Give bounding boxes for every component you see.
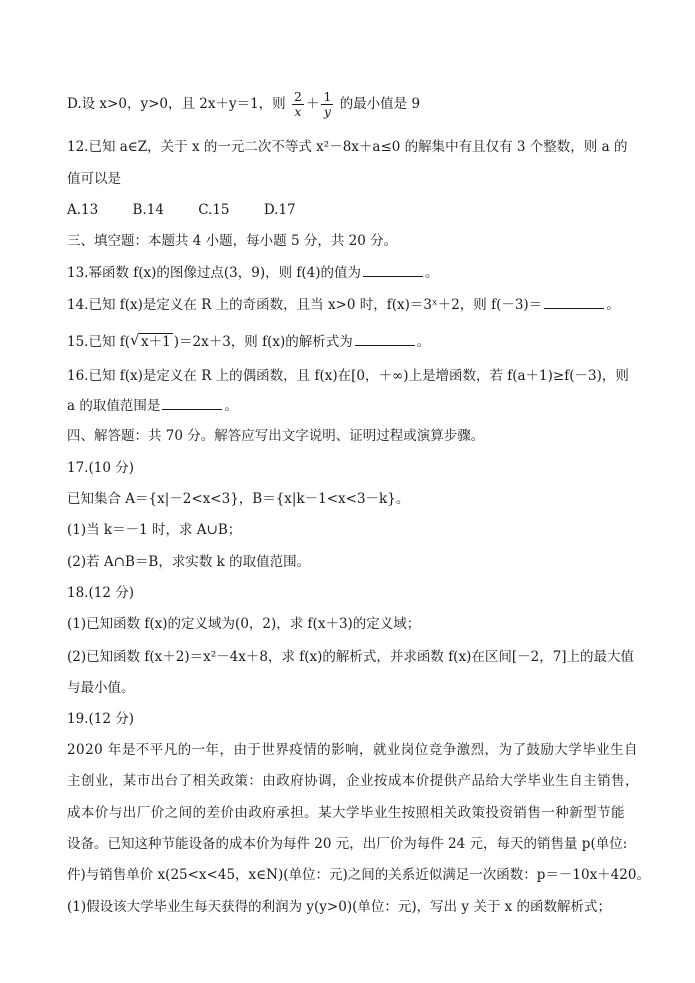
question-18-part-2-line-1: (2)已知函数 f(x＋2)＝x²－4x＋8，求 f(x)的解析式，并求函数 f(x)在区间[－2，7]上的最大值 [67,649,635,665]
question-19-heading: 19.(12 分) [67,711,134,727]
fraction-2-over-x: $\frac{2}{x}$ [293,89,302,119]
option-c: C.15 [198,202,230,218]
option-d-line: D.设 x>0，y>0，且 2x＋y＝1，则 $\frac{2}{x}$ ＋ $\frac{1}{y}$ 的最小值是 9 [67,89,421,119]
fraction-1-over-y: $\frac{1}{y}$ [323,89,332,119]
question-19-part-1: (1)假设该大学毕业生每天获得的利润为 y(y>0)(单位：元)，写出 y 关于 x 的函数解析式； [67,899,612,915]
question-18-heading: 18.(12 分) [67,585,134,601]
square-root: √ x＋1 [130,331,171,350]
answer-blank [363,263,423,277]
question-12-options [67,201,655,219]
radical-sign-icon: √ [130,331,140,349]
answer-blank [355,332,415,346]
question-16-line-1: 16.已知 f(x)是定义在 R 上的偶函数，且 f(x)在[0，＋∞)上是增函数，若 f(a＋1)≥f(－3)，则 [67,368,629,384]
answer-blank [162,396,222,410]
question-19-paragraph-line-1: 2020 年是不平凡的一年，由于世界疫情的影响，就业岗位竞争激烈，为了鼓励大学毕业生自 [67,742,638,758]
option-b: B.14 [132,202,164,218]
question-17-part-1: (1)当 k＝－1 时，求 A∪B； [67,522,242,538]
question-17-part-2: (2)若 A∩B＝B，求实数 k 的取值范围。 [67,554,311,570]
question-12-line-2: 值可以是 [67,171,121,187]
option-d: D.17 [263,202,296,218]
question-13: 13.幂函数 f(x)的图像过点(3，9)，则 f(4)的值为 。 [67,265,439,281]
question-18-part-1: (1)已知函数 f(x)的定义域为(0，2)，求 f(x＋3)的定义域； [67,616,421,632]
section-4-heading: 四、解答题：共 70 分。解答应写出文字说明、证明过程或演算步骤。 [67,428,485,444]
question-17-stem: 已知集合 A＝{x|－2<x<3}，B＝{x|k－1<x<3－k}。 [67,491,410,507]
question-16-line-2: a 的取值范围是 。 [67,398,238,414]
question-12-line-1: 12.已知 a∈Z，关于 x 的一元二次不等式 x²－8x＋a≤0 的解集中有且仅有 3 个整数，则 a 的 [67,139,628,155]
section-3-heading: 三、填空题：本题共 4 小题，每小题 5 分，共 20 分。 [67,233,398,249]
question-17-heading: 17.(10 分) [67,460,134,476]
question-14: 14.已知 f(x)是定义在 R 上的奇函数，且当 x>0 时，f(x)＝3ˣ＋2，则 f(－3)＝ 。 [67,297,620,313]
question-19-paragraph-line-2: 主创业，某市出台了相关政策：由政府协调，企业按成本价提供产品给大学毕业生自主销售， [67,773,639,789]
option-d-text: D.设 x>0，y>0，且 2x＋y＝1，则 [67,96,286,112]
option-a: A.13 [67,202,99,218]
question-19-paragraph-line-5: 件)与销售单价 x(25<x<45，x∈N)(单位：元)之间的关系近似满足一次函数：p＝－10x＋420。 [67,867,650,883]
question-15: 15.已知 f( √ x＋1 )＝2x＋3，则 f(x)的解析式为 。 [67,331,431,350]
question-18-part-2-line-2: 与最小值。 [67,680,135,696]
option-d-tail: 的最小值是 9 [339,96,421,112]
question-19-paragraph-line-4: 设备。已知这种节能设备的成本价为每件 20 元，出厂价为每件 24 元，每天的销售量 p(单位: [67,836,628,852]
answer-blank [544,295,604,309]
question-19-paragraph-line-3: 成本价与出厂价之间的差价由政府承担。某大学毕业生按照相关政策投资销售一种新型节能 [67,805,625,821]
